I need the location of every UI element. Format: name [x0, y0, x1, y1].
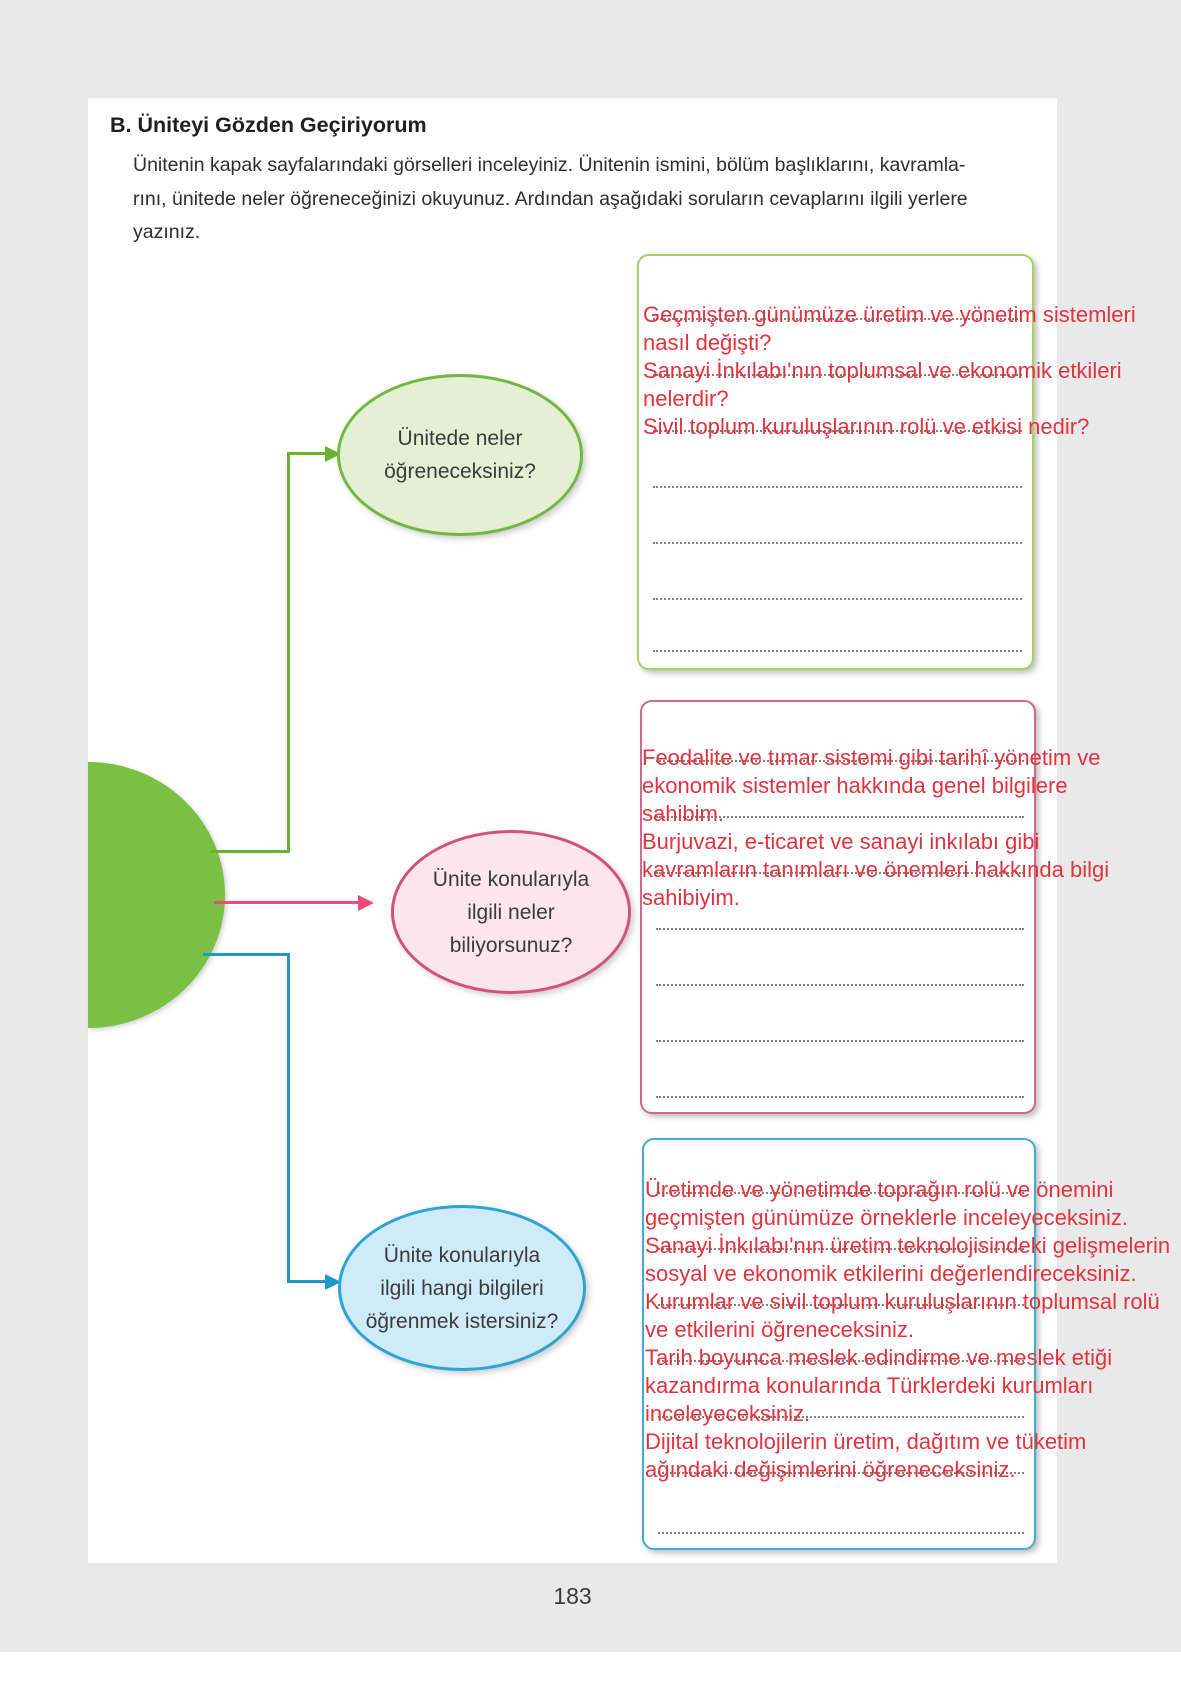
bubble-what-do-you-want-to-learn	[338, 1205, 586, 1371]
bubble-label-line: ilgili hangi bilgileri	[380, 1276, 544, 1300]
handwritten-answer-line: Feodalite ve tımar sistemi gibi tarihî yönetim ve	[642, 745, 1101, 770]
instructions-paragraph	[133, 149, 968, 250]
connector-blue-horizontal-lower	[287, 1280, 325, 1283]
connector-blue-vertical	[287, 953, 290, 1283]
section-title: B. Üniteyi Gözden Geçiriyorum	[110, 113, 427, 137]
handwritten-answer-line: ağındaki değişimlerini öğreneceksiniz.	[645, 1457, 1016, 1482]
handwritten-answer-line: sahibim.	[642, 801, 724, 826]
arrowhead-pink-icon	[358, 895, 374, 911]
handwritten-answer-line: ekonomik sistemler hakkında genel bilgilere	[642, 773, 1068, 798]
dotted-answer-line	[656, 1040, 1024, 1042]
handwritten-answer-line: kavramların tanımları ve önemleri hakkında bilgi	[642, 857, 1110, 882]
dotted-answer-line	[656, 1096, 1024, 1098]
workbook-page	[88, 98, 1171, 1563]
dotted-answer-line	[653, 542, 1022, 544]
dotted-answer-line	[656, 984, 1024, 986]
handwritten-answer-block-3	[645, 1176, 1170, 1484]
diagram-root-half-circle	[88, 762, 225, 1028]
connector-green-horizontal-upper	[287, 452, 325, 455]
dotted-answer-line	[653, 486, 1022, 488]
handwritten-answer-line: geçmişten günümüze örneklerle inceleyeceksiniz.	[645, 1205, 1129, 1230]
dotted-answer-line	[656, 928, 1024, 930]
connector-green-horizontal-lower	[211, 850, 290, 853]
handwritten-answer-line: Sivil toplum kuruluşlarının rolü ve etkisi nedir?	[643, 414, 1090, 439]
handwritten-answer-line: Tarih boyunca meslek edindirme ve meslek etiği	[645, 1345, 1113, 1370]
bubble-label-line: biliyorsunuz?	[449, 933, 573, 957]
handwritten-answer-line: Dijital teknolojilerin üretim, dağıtım ve tüketim	[645, 1429, 1087, 1454]
handwritten-answer-line: sahibiyim.	[642, 885, 740, 910]
bubble-label-line: öğrenmek istersiniz?	[365, 1309, 559, 1333]
dotted-answer-line	[658, 1532, 1024, 1534]
handwritten-answer-line: sosyal ve ekonomik etkilerini değerlendireceksiniz.	[645, 1261, 1137, 1286]
handwritten-answer-line: Sanayi İnkılabı'nın üretim teknolojisindeki gelişmelerin	[645, 1233, 1171, 1258]
bubble-label-line: öğreneceksiniz?	[384, 460, 536, 483]
dotted-answer-line	[653, 598, 1022, 600]
handwritten-answer-line: nasıl değişti?	[643, 330, 772, 355]
handwritten-answer-line: nelerdir?	[643, 386, 729, 411]
handwritten-answer-block-1	[643, 301, 1136, 441]
connector-green-vertical	[287, 452, 290, 853]
handwritten-answer-line: Üretimde ve yönetimde toprağın rolü ve önemini	[645, 1177, 1114, 1202]
instructions-line: Ünitenin kapak sayfalarındaki görselleri inceleyiniz. Ünitenin ismini, bölüm başlıklarını, kavramla-	[133, 154, 966, 176]
page-number: 183	[553, 1583, 592, 1609]
handwritten-answer-line: kazandırma konularında Türklerdeki kurumları	[645, 1373, 1094, 1398]
bubble-label-line: ilgili neler	[467, 900, 555, 924]
bubble-label-line: Ünite konularıyla	[432, 867, 590, 891]
instructions-line: yazınız.	[133, 221, 201, 243]
bubble-label-line: Ünitede neler	[397, 427, 523, 450]
connector-blue-horizontal-upper	[203, 953, 290, 956]
handwritten-answer-line: ve etkilerini öğreneceksiniz.	[645, 1317, 915, 1342]
bubble-what-do-you-know	[391, 830, 631, 994]
handwritten-answer-block-2	[642, 744, 1109, 912]
instructions-line: rını, ünitede neler öğreneceğinizi okuyunuz. Ardından aşağıdaki soruların cevaplarını ilgili yerlere	[133, 187, 968, 210]
dotted-answer-line	[653, 650, 1022, 652]
handwritten-answer-line: Kurumlar ve sivil toplum kuruluşlarının toplumsal rolü	[645, 1289, 1160, 1314]
handwritten-answer-line: Burjuvazi, e-ticaret ve sanayi inkılabı gibi	[642, 829, 1040, 854]
handwritten-answer-line: inceleyeceksiniz.	[645, 1401, 811, 1426]
bubble-label-line: Ünite konularıyla	[383, 1243, 541, 1267]
handwritten-answer-line: Geçmişten günümüze üretim ve yönetim sistemleri	[643, 302, 1136, 327]
connector-pink-horizontal	[214, 901, 360, 904]
handwritten-answer-line: Sanayi İnkılabı'nın toplumsal ve ekonomik etkileri	[643, 358, 1122, 383]
bubble-what-will-you-learn	[337, 374, 583, 536]
